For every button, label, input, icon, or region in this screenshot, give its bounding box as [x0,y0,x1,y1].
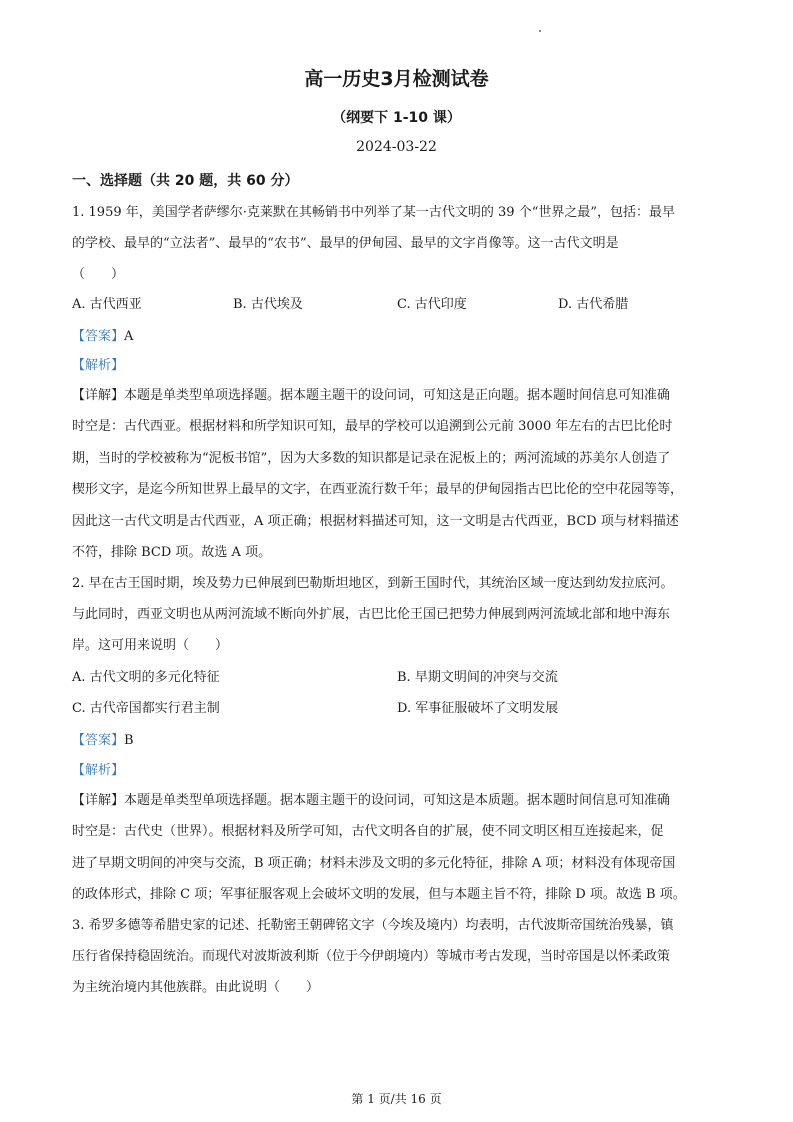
q2-analysis-tag: 【解析】 [72,763,125,778]
q2-option-d: D. 军事征服破坏了文明发展 [397,701,559,716]
q1-detail-line: 因此这一古代文明是古代西亚，A 项正确；根据材料描述可知，这一文明是古代西亚，BCD 项与材料描述 [72,514,679,529]
stray-dot [539,30,541,32]
section-heading: 一、选择题（共 20 题，共 60 分） [72,173,299,189]
q2-answer [72,733,724,749]
q1-option-c: C. 古代印度 [397,297,467,312]
answer-tag: 【答案】 [72,733,125,748]
answer-value: B [124,733,134,748]
q1-detail-line: 时空是：古代西亚。根据材料和所学知识可知，最早的学校可以追溯到公元前 3000 年左右的古巴比伦时 [72,419,673,434]
q1-option-a: A. 古代西亚 [72,297,142,312]
q2-option-a: A. 古代文明的多元化特征 [72,670,220,685]
q1-stem-line: 1. 1959 年，美国学者萨缪尔·克莱默在其畅销书中列举了某一古代文明的 39 个“世界之最”，包括：最早 [72,205,675,220]
q1-option-d: D. 古代希腊 [558,297,629,312]
q2-option-c: C. 古代帝国都实行君主制 [72,701,220,716]
q2-detail-line: 时空是：古代史（世界）。根据材料及所学可知，古代文明各自的扩展，使不同文明区相互连接起来，促 [72,824,664,839]
q2-stem-line: 与此同时，西亚文明也从两河流域不断向外扩展，古巴比伦王国已把势力伸展到两河流域北部和地中海东 [72,607,671,622]
answer-tag: 【答案】 [72,329,125,344]
q1-analysis-tag: 【解析】 [72,358,125,373]
page-subtitle: （纲要下 1-10 课） [332,110,461,126]
q1-stem-line: 的学校、最早的“立法者”、最早的“农书”、最早的伊甸园、最早的文字肖像等。这一古代文明是 [72,236,619,251]
exam-date: 2024-03-22 [356,139,437,155]
q1-option-b: B. 古代埃及 [233,297,303,312]
page-title: 高一历史3月检测试卷 [304,68,489,90]
q2-stem-line: 岸。这可用来说明（ ） [72,638,229,653]
q1-detail-line: 楔形文字，是迄今所知世界上最早的文字，在西亚流行数千年；最早的伊甸园指古巴比伦的空中花园等等， [72,482,684,497]
q3-stem-line: 为主统治境内其他族群。由此说明（ ） [72,980,320,995]
q2-detail-line: 【详解】本题是单类型单项选择题。据本题主题干的设问词，可知这是本质题。据本题时间信息可知准确 [72,793,671,808]
q3-stem-line: 3. 希罗多德等希腊史家的记述、托勒密王朝碑铭文字（今埃及境内）均表明，古代波斯帝国统治残暴，镇 [72,918,674,933]
answer-value: A [124,329,134,344]
q2-detail-line: 进了早期文明间的冲突与交流，B 项正确；材料未涉及文明的多元化特征，排除 A 项；材料没有体现帝国 [72,856,676,871]
q1-stem-line: （ ） [72,267,125,282]
q2-detail-line: 的政体形式，排除 C 项；军事征服客观上会破坏文明的发展，但与本题主旨不符，排除 D 项。故选 B 项。 [72,887,686,902]
q1-detail-line: 【详解】本题是单类型单项选择题。据本题主题干的设问词，可知这是正向题。据本题时间信息可知准确 [72,388,671,403]
q2-option-b: B. 早期文明间的冲突与交流 [397,670,558,685]
q2-stem-line: 2. 早在古王国时期，埃及势力已伸展到巴勒斯坦地区，到新王国时代，其统治区域一度达到幼发拉底河。 [72,576,674,591]
q3-stem-line: 压行省保持稳固统治。而现代对波斯波利斯（位于今伊朗境内）等城市考古发现，当时帝国是以怀柔政策 [72,949,671,964]
q1-detail-line: 不符，排除 BCD 项。故选 A 项。 [72,545,272,560]
page-number: 第 1 页/共 16 页 [351,1092,442,1106]
q1-detail-line: 期，当时的学校被称为“泥板书馆”，因为大多数的知识都是记录在泥板上的；两河流域的苏美尔人创造了 [72,451,671,466]
q1-answer [72,329,724,345]
